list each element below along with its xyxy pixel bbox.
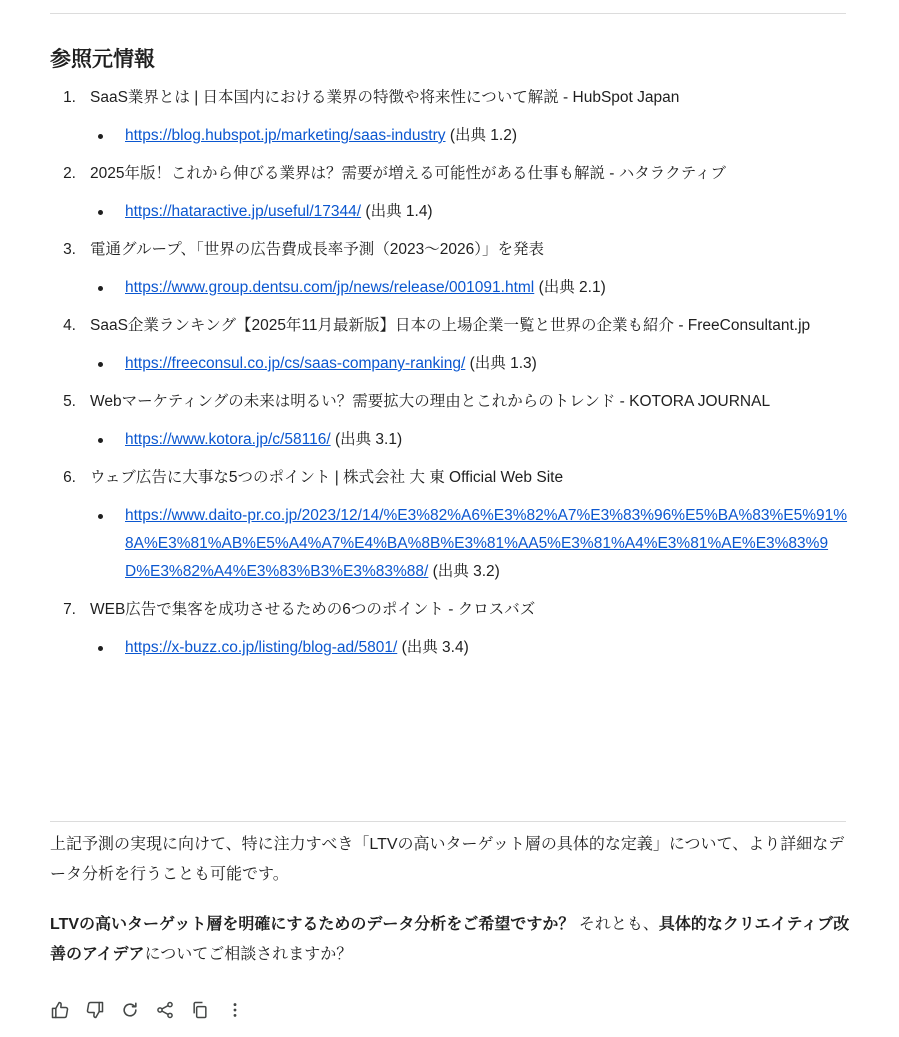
question-connector: それとも、 [574,916,659,933]
reference-item [50,236,850,302]
reference-source: (出典 3.1) [334,431,403,448]
thumbs-up-button[interactable] [48,998,72,1022]
reference-link[interactable]: https://www.daito-pr.co.jp/2023/12/14/%E3%82%A6%E3%82%A7%E3%83%96%E5%BA%83%E5%91%8A%E3%81%AB%E5%A4%A7%E4%BA%8B%E3%81%AA5%E3%81%A4%E3%81%AE%E3%83%9D%E3%82%A4%E3%83%B3%E3%83%88/ [125,507,848,580]
followup-question [50,910,850,970]
question-option-creative: 具体的なクリエイティブ改善のアイデア [50,916,850,963]
reference-title: SaaS企業ランキング【2025年11月最新版】日本の上場企業一覧と世界の企業も紹介 - FreeConsultant.jp [90,317,811,334]
bullet-icon [50,198,125,226]
reference-number: 7. [63,601,76,618]
reference-source: (出典 1.3) [469,355,537,372]
reference-title: WEB広告で集客を成功させるための6つのポイント - クロスバズ [90,601,536,618]
reference-link[interactable]: https://hataractive.jp/useful/17344/ [125,203,362,220]
reference-title: ウェブ広告に大事な5つのポイント | 株式会社 大 東 Official Web Site [90,469,564,486]
reference-source: (出典 1.2) [449,127,518,144]
thumbs-up-icon [50,1000,70,1020]
reference-link[interactable]: https://freeconsul.co.jp/cs/saas-company-ranking/ [125,355,466,372]
copy-icon [190,1000,210,1020]
reference-title: 電通グループ、「世界の広告費成長率予測（2023～2026）」を発表 [90,241,544,258]
section-divider [50,821,846,822]
reference-item [50,160,850,226]
thumbs-down-icon [85,1000,105,1020]
response-actions-bar [48,998,258,1022]
reference-item [50,464,850,586]
reference-number: 6. [63,469,76,486]
reference-source: (出典 3.4) [401,639,469,656]
bullet-icon [50,502,125,586]
bullet-icon [50,634,125,662]
share-icon [155,1000,175,1020]
reference-item [50,596,850,662]
reference-link[interactable]: https://x-buzz.co.jp/listing/blog-ad/5801/ [125,639,398,656]
references-heading: 参照元情報 [50,48,155,71]
reference-link[interactable]: https://www.kotora.jp/c/58116/ [125,431,331,448]
top-divider [50,13,846,14]
question-option-data-analysis: LTVの高いターゲット層を明確にするためのデータ分析をご希望ですか？ [50,916,575,933]
reference-source: (出典 1.4) [365,203,433,220]
reference-source: (出典 3.2) [432,563,500,580]
references-list [50,84,850,672]
bullet-icon [50,274,125,302]
reference-link[interactable]: https://blog.hubspot.jp/marketing/saas-industry [125,127,446,144]
reference-title: SaaS業界とは | 日本国内における業界の特徴や将来性について解説 - HubSpot Japan [90,89,680,106]
reference-link[interactable]: https://www.group.dentsu.com/jp/news/release/001091.html [125,279,535,296]
reference-source: (出典 2.1) [538,279,606,296]
thumbs-down-button[interactable] [83,998,107,1022]
share-button[interactable] [153,998,177,1022]
regenerate-icon [120,1000,140,1020]
bullet-icon [50,426,125,454]
more-options-icon [225,1000,245,1020]
reference-item [50,388,850,454]
question-tail: についてご相談されますか？ [144,946,353,963]
reference-item [50,312,850,378]
reference-title: Webマーケティングの未来は明るい？需要拡大の理由とこれからのトレンド - KOTORA JOURNAL [90,393,771,410]
reference-title: 2025年版！これから伸びる業界は？需要が増える可能性がある仕事も解説 - ハタラクティブ [90,165,727,182]
bullet-icon [50,122,125,150]
reference-number: 5. [63,393,76,410]
reference-number: 4. [63,317,76,334]
reference-number: 1. [63,89,76,106]
followup-paragraph: 上記予測の実現に向けて、特に注力すべき「LTVの高いターゲット層の具体的な定義」について、より詳細なデータ分析を行うことも可能です。 [50,836,845,883]
reference-number: 2. [63,165,76,182]
regenerate-button[interactable] [118,998,142,1022]
reference-item [50,84,850,150]
bullet-icon [50,350,125,378]
reference-number: 3. [63,241,76,258]
copy-button[interactable] [188,998,212,1022]
more-options-button[interactable] [223,998,247,1022]
